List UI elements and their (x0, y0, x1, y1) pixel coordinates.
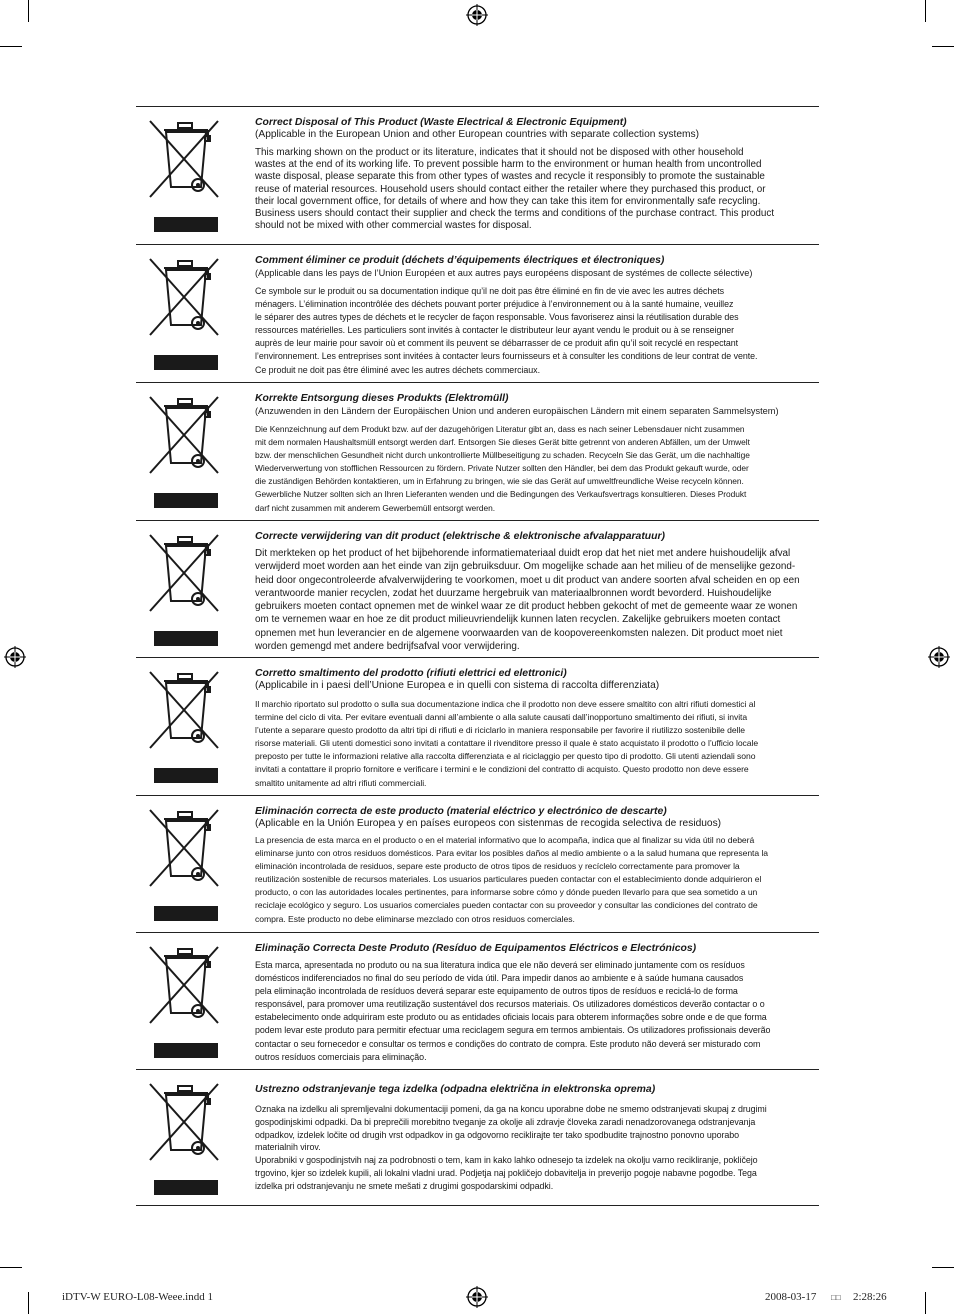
section-body: Oznaka na izdelku ali spremljevalni dokumentaciji pomeni, da ga na koncu uporabne dobe ne smemo odstranjevati skupaj z drugimi gospodinjskimi odpadki. Da bi preprečili morebitno tveganje za okolje ali zdravje človeka zaradi nenadzorovanega odstranjevanja odpadkov, izdelek ločite od drugih vrst odpadkov in ga odgovorno reciklirajte ter tako spodbudite trajnostno ponovno uporabo materialnih virov. Uporabniki v gospodinjstvih naj za podrobnosti o tem, kam in kako lahko odnesejo ta izdelek na okolju varno recikliranje, pokličejo trgovino, kjer so izdelek kupili, ali lokalni vladni urad. Podjetja naj pokličejo dobavitelja in preverijo pogoje nabavne pogodbe. Tega izdelka pri odstranjevanju ne smete mešati z drugimi gospodarskimi odpadki. (255, 1104, 767, 1191)
footer-glyphs: □□ (831, 1293, 841, 1302)
section-title: Ustrezno odstranjevanje tega izdelka (odpadna električna in elektronska oprema) (255, 1084, 656, 1095)
crossed-out-wheelie-bin-icon (148, 808, 220, 890)
section-title: Correcte verwijdering van dit product (elektrische & elektronische afvalapparatuur) (255, 531, 665, 542)
crop-mark (0, 46, 22, 47)
crossed-out-wheelie-bin-icon (148, 1082, 220, 1164)
section-title: Korrekte Entsorgung dieses Produkts (Elektromüll) (255, 393, 509, 404)
crop-mark (28, 0, 29, 22)
section-subtitle: (Applicabile in i paesi dell’Unione Europea e in quelli con sistema di raccolta differenziata) (255, 680, 660, 691)
section-title: Comment éliminer ce produit (déchets d’équipements électriques et électroniques) (255, 255, 665, 266)
section-slovenian (136, 1070, 819, 1206)
black-bar (154, 631, 218, 646)
section-body: Esta marca, apresentada no produto ou na sua literatura indica que ele não deverá ser eliminado juntamente com os resíduos domésticos indiferenciados no final do seu período de vida útil. Para impedir danos ao ambiente e à saúde humana causados pela eliminação incontrolada de resíduos deverá separar este equipamento de outros tipos de resíduos e reciclá-lo de forma responsável, para promover uma reutilização sustentável dos recursos materiais. Os utilizadores domésticos deverão contactar o o estabelecimento onde adquiriram este produto ou as entidades oficiais locais para obterem informações sobre onde e de que forma podem levar este produto para permitir efectuar uma reciclagem segura em termos ambientais. Os utilizadores profissionais deverão contactar o seu fornecedor e consultar os termos e condições do contrato de compra. Este produto não deverá ser misturado com outros resíduos comerciais para eliminação. (255, 960, 771, 1062)
section-subtitle: (Applicable dans les pays de l’Union Européen et aux autres pays européens disposant de systémes de collecte sélective) (255, 268, 753, 278)
section-body: Ce symbole sur le produit ou sa documentation indique qu’il ne doit pas être éliminé en fin de vie avec les autres déchets ménagers. L’élimination incontrôlée des déchets pouvant porter préjudice à l’environnement ou à la santé humaine, veuillez le séparer des autres types de déchets et le recycler de façon responsable. Vous favoriserez ainsi la réutilisation durable des ressources matérielles. Les particuliers sont invités à contacter le distributeur leur ayant vendu le produit ou à se renseigner auprès de leur mairie pour savoir où et comment ils peuvent se débarrasser de ce produit afin qu’il soit recyclé en respectant l’environnement. Les entreprises sont invitées à contacter leurs fournisseurs et à consulter les conditions de leur contrat de vente. Ce produit ne doit pas être éliminé avec les autres déchets commerciaux. (255, 286, 758, 375)
section-french (136, 245, 819, 383)
crossed-out-wheelie-bin-icon (148, 257, 220, 339)
crossed-out-wheelie-bin-icon (148, 533, 220, 615)
crop-mark (0, 1267, 22, 1268)
crop-mark (932, 1267, 954, 1268)
section-title: Eliminação Correcta Deste Produto (Resíduo de Equipamentos Eléctricos e Electrónicos) (255, 943, 697, 954)
registration-mark-icon (466, 4, 488, 26)
section-subtitle: (Aplicable en la Unión Europea y en países europeos con sistenmas de recogida selectiva de residuos) (255, 818, 722, 829)
section-english (136, 107, 819, 245)
crossed-out-wheelie-bin-icon (148, 395, 220, 477)
footer-time: 2:28:26 (853, 1291, 887, 1303)
crossed-out-wheelie-bin-icon (148, 670, 220, 752)
section-dutch (136, 521, 819, 658)
section-title: Corretto smaltimento del prodotto (rifiuti elettrici ed elettronici) (255, 668, 567, 679)
black-bar (154, 493, 218, 508)
black-bar (154, 768, 218, 783)
section-portuguese (136, 933, 819, 1070)
footer-date: 2008-03-17 (765, 1291, 817, 1303)
crossed-out-wheelie-bin-icon (148, 945, 220, 1027)
black-bar (154, 906, 218, 921)
crossed-out-wheelie-bin-icon (148, 119, 220, 201)
section-body: Il marchio riportato sul prodotto o sulla sua documentazione indica che il prodotto non deve essere smaltito con altri rifiuti domestici al termine del ciclo di vita. Per evitare eventuali danni all’ambiente o alla salute causati dall’inopportuno smaltimento dei rifiuti, si invita l’utente a separare questo prodotto da altri tipi di rifiuti e di riciclarlo in maniera responsabile per favorire il riutilizzo sostenibile delle risorse materiali. Gli utenti domestici sono invitati a contattare il rivenditore presso il quale è stato acquistato il prodotto o l’ufficio locale preposto per tutte le informazioni relative alla raccolta differenziata e al riciclaggio per questo tipo di prodotto. Gli utenti aziendali sono invitati a contattare il proprio fornitore e verificare i termini e le condizioni del contratto di acquisto. Questo prodotto non deve essere smaltito unitamente ad altri rifiuti commerciali. (255, 699, 759, 788)
black-bar (154, 217, 218, 232)
black-bar (154, 355, 218, 370)
section-body: Die Kennzeichnung auf dem Produkt bzw. auf der dazugehörigen Literatur gibt an, dass es nach seiner Lebensdauer nicht zusammen mit dem normalen Haushaltsmüll entsorgt werden darf. Entsorgen Sie dieses Gerät bitte getrennt von anderen Abfällen, um der Umwelt bzw. der menschlichen Gesundheit nicht durch unkontrollierte Müllbeseitigung zu schaden. Recyceln Sie das Gerät, um die nachhaltige Wiederverwertung von stofflichen Ressourcen zu fördern. Private Nutzer sollten den Händler, bei dem das Produkt gekauft wurde, oder die zuständigen Behörden kontaktieren, um in Erfahrung zu bringen, wie sie das Gerät auf umweltfreundliche Weise recyceln können. Gewerbliche Nutzer sollten sich an Ihren Lieferanten wenden und die Bedingungen des Verkaufsvertrags konsultieren. Dieses Produkt darf nicht zusammen mit anderem Gewerbemüll entsorgt werden. (255, 424, 750, 513)
footer-filename: iDTV-W EURO-L08-Weee.indd 1 (62, 1291, 213, 1303)
section-title: Correct Disposal of This Product (Waste Electrical & Electronic Equipment) (255, 117, 627, 128)
black-bar (154, 1180, 218, 1195)
section-body: Dit merkteken op het product of het bijbehorende informatiemateriaal duidt erop dat het niet met andere huishoudelijk afval verwijderd moet worden aan het einde van zijn gebruiksduur. Om mogelijke schade aan het milieu of de menselijke gezond- heid door ongecontroleerde afvalverwijdering te voorkomen, moet u dit product van andere soorten afval scheiden en op een verantwoorde manier recyclen, zodat het duurzame hergebruik van materiaalbronnen wordt bevorderd. Huishoudelijke gebruikers moeten contact opnemen met de winkel waar ze dit product hebben gekocht of met de gemeente waar ze wonen om te vernemen waar en hoe ze dit product milieuvriendelijk kunnen laten recyclen. Zakelijke gebruikers moeten contact opnemen met hun leverancier en de algemene voorwaarden van de koopovereenkomsten nalezen. Dit product moet niet worden gemengd met andere bedrijfsafval voor verwijdering. (255, 548, 800, 653)
section-italian (136, 658, 819, 796)
black-bar (154, 1043, 218, 1058)
section-title: Eliminación correcta de este producto (material eléctrico y electrónico de descarte) (255, 806, 667, 817)
registration-mark-icon (928, 646, 950, 668)
registration-mark-icon (4, 646, 26, 668)
registration-mark-icon (466, 1286, 488, 1308)
crop-mark (925, 0, 926, 22)
section-subtitle: (Applicable in the European Union and other European countries with separate collection systems) (255, 129, 699, 140)
section-subtitle: (Anzuwenden in den Ländern der Europäischen Union und anderen europäischen Ländern mit einem separaten Sammelsystem) (255, 406, 779, 416)
section-body: La presencia de esta marca en el producto o en el material informativo que lo acompaña, indica que al finalizar su vida útil no deberá eliminarse junto con otros residuos domésticos. Para evitar los posibles daños al medio ambiente o a la salud humana que representa la eliminación incontrolada de residuos, separe este producto de otros tipos de residuos y recíclelo correctamente para promover la reutilización sostenible de recursos materiales. Los usuarios particulares pueden contactar con el establecimiento donde adquirieron el producto, o con las autoridades locales pertinentes, para informarse sobre cómo y dónde pueden llevarlo para que sea sometido a un reciclaje ecológico y seguro. Los usuarios comerciales pueden contactar con su proveedor y consultar las condiciones del contrato de compra. Este producto no debe eliminarse mezclado con otros residuos comerciales. (255, 835, 769, 924)
section-body: This marking shown on the product or its literature, indicates that it should not be disposed with other household wastes at the end of its working life. To prevent possible harm to the environment or human health from uncontrolled waste disposal, please separate this from other types of wastes and recycle it responsibly to promote the sustainable reuse of material resources. Household users should contact either the retailer where they purchased this product, or their local government office, for details of where and how they can take this item for environmentally safe recycling. Business users should contact their supplier and check the terms and conditions of the purchase contract. This product should not be mixed with other commercial wastes for disposal. (255, 147, 775, 232)
weee-disposal-sections (136, 106, 819, 1206)
crop-mark (28, 1292, 29, 1314)
crop-mark (925, 1292, 926, 1314)
crop-mark (932, 46, 954, 47)
section-german (136, 383, 819, 521)
section-spanish (136, 796, 819, 933)
